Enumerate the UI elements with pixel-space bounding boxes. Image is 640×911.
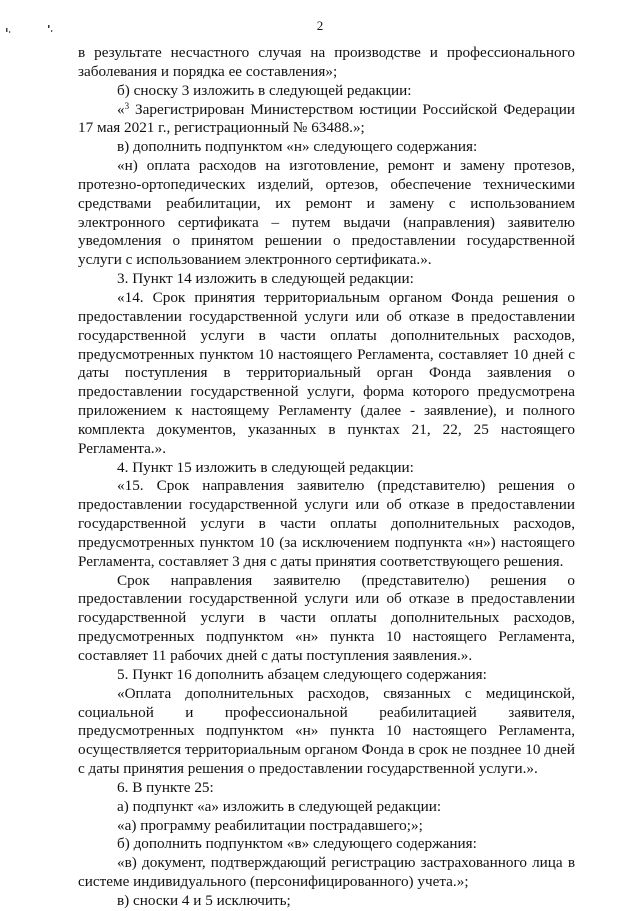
paragraph-11: 5. Пункт 16 дополнить абзацем следующего содержания: — [117, 665, 487, 683]
item-15-term-paragraph: Срок направления заявителю (представителю) решения о предоставлении государственной услуги или об отказе в предоставлении государственной услуги в части оплаты дополнительных расходов, предусмотренных подпунктом «н» пункта 10 настоящего Регламента, составляет 11 рабочих дней с даты поступления заявления.». — [78, 571, 575, 664]
footnote-marker: 3 — [124, 100, 130, 111]
footnote-3-paragraph: «$^3$ Зарегистрирован Министерством юстиции Российской Федерации 17 мая 2021 г., регистрационный № 63488.»; — [78, 100, 575, 137]
paragraph-8: 4. Пункт 15 изложить в следующей редакции: — [117, 458, 414, 476]
paragraph-15: «а) программу реабилитации пострадавшего;»; — [117, 816, 423, 834]
item-15-paragraph: «15. Срок направления заявителю (представителю) решения о предоставлении государственной услуги или об отказе в предоставлении государственной услуги в части оплаты дополнительных расходов, предусмотренных пунктом 10 (за исключением подпункта «н») настоящего Регламента, составляет 3 дня с даты принятия соответствующего решения. — [78, 477, 575, 570]
paragraph-13: 6. В пункте 25: — [117, 778, 214, 796]
item-14-paragraph: «14. Срок принятия территориальным органом Фонда решения о предоставлении государственной услуги или об отказе в предоставлении государственной услуги в части оплаты дополнительных расходов, предусмотренных пунктом 10 настоящего Регламента, составляет 10 дней с даты поступления в территориальный орган Фонда заявления о предоставлении государственной услуги, форма которого предусмотрена приложением к настоящему Регламенту (далее - заявление), и полного комплекта документов, указанных в пунктах 21, 22, 25 настоящего Регламента.». — [78, 288, 575, 457]
page-number: 2 — [316, 18, 324, 33]
document-body — [78, 44, 575, 911]
paragraph-4: в) дополнить подпунктом «н» следующего содержания: — [117, 138, 478, 156]
subitem-v-paragraph: «в) документ, подтверждающий регистрацию застрахованного лица в системе индивидуального (персонифицированного) учета.»; — [78, 854, 575, 891]
paragraph-16: б) дополнить подпунктом «в» следующего содержания: — [117, 835, 477, 853]
paragraph-6: 3. Пункт 14 изложить в следующей редакции: — [117, 270, 414, 288]
item-16-addition-paragraph: «Оплата дополнительных расходов, связанных с медицинской, социальной и профессиональной реабилитацией заявителя, предусмотренных подпунктом «н» пункта 10 настоящего Регламента, осуществляется территориальным органом Фонда в срок не позднее 10 дней с даты принятия решения о предоставлении государственной услуги.». — [78, 684, 575, 778]
paragraph-14: а) подпункт «а» изложить в следующей редакции: — [117, 797, 442, 815]
subitem-n-paragraph: «н) оплата расходов на изготовление, ремонт и замену протезов, протезно-ортопедических изделий, ортезов, обеспечение техническими средствами реабилитации, их ремонт и замену с использованием электронного сертификата – путем выдачи (направления) заявителю уведомления о принятом решении о предоставлении государственной услуги с использованием электронного сертификата.». — [78, 157, 575, 269]
paragraph-2: б) сноску 3 изложить в следующей редакции: — [117, 81, 412, 99]
paragraph-1: в результате несчастного случая на производстве и профессионального заболевания и порядка ее составления»; — [78, 44, 575, 80]
paragraph-18: в) сноски 4 и 5 исключить; — [117, 891, 291, 909]
quote-open: « — [117, 100, 125, 118]
